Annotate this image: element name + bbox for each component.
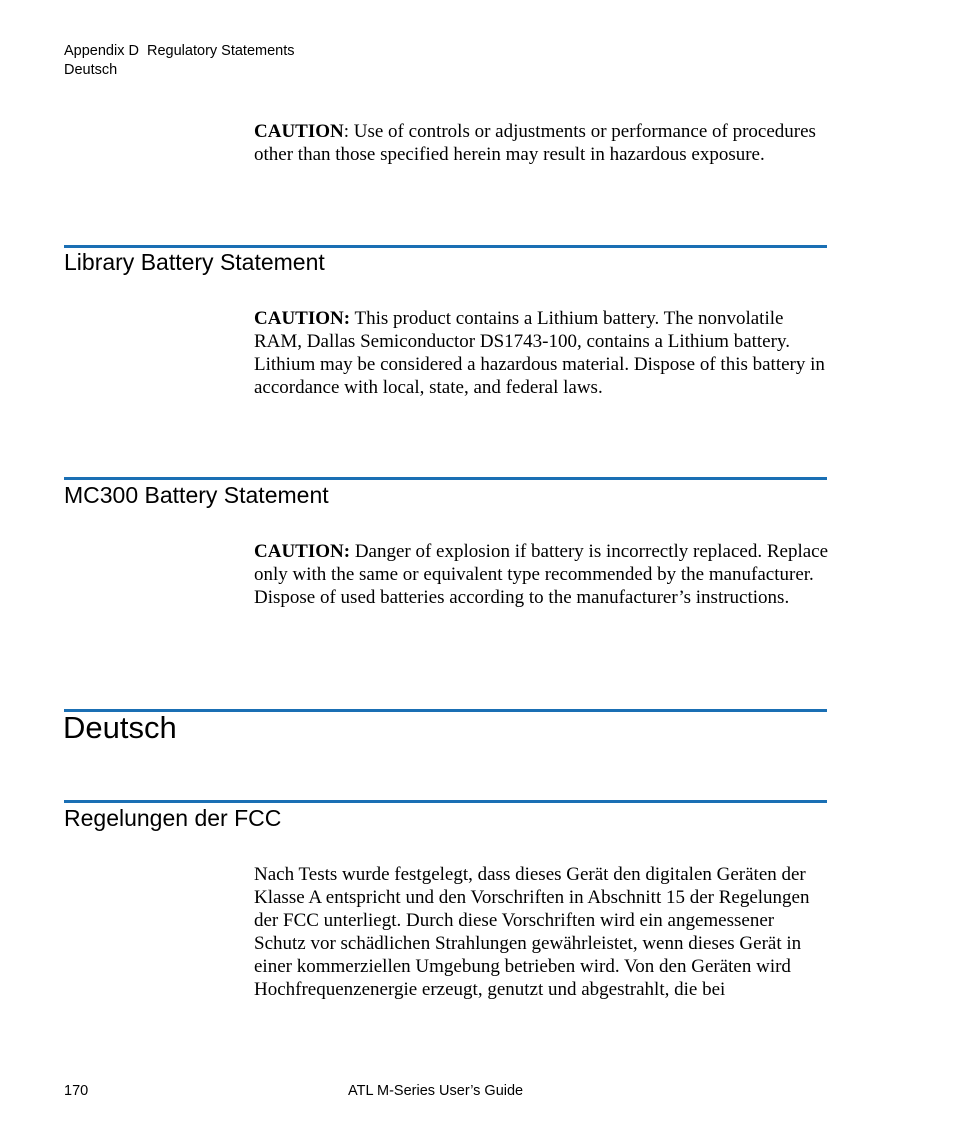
caution-hazardous-exposure — [254, 120, 829, 166]
running-header — [64, 42, 295, 80]
caution-label: CAUTION: — [254, 541, 351, 562]
guide-title: ATL M-Series User’s Guide — [348, 1083, 524, 1099]
section-title-fcc: Regelungen der FCC — [64, 805, 282, 831]
section-title-mc300-battery: MC300 Battery Statement — [64, 482, 329, 508]
section-rule — [64, 800, 827, 803]
section-title-library-battery: Library Battery Statement — [64, 249, 325, 275]
caution-library-battery — [254, 307, 829, 399]
caution-text: Danger of explosion if battery is incorrectly replaced. Replace only with the same or equivalent type recommended by the manufacturer. Dispose of used batteries according to the manufacturer’s instructions. — [254, 541, 829, 608]
caution-text: This product contains a Lithium battery. The nonvolatile RAM, Dallas Semiconductor DS1743-100, contains a Lithium battery. Lithium may be considered a hazardous material. Dispose of this battery in accordance with local, state, and federal laws. — [254, 308, 825, 398]
caution-label: CAUTION: — [254, 308, 351, 329]
chapter-rule — [64, 709, 827, 712]
page-number: 170 — [64, 1083, 89, 1099]
header-section: Deutsch — [64, 62, 118, 78]
fcc-paragraph: Nach Tests wurde festgelegt, dass dieses Gerät den digitalen Geräten der Klasse A entspricht und den Vorschriften in Abschnitt 15 der Regelungen der FCC unterliegt. Durch diese Vorschriften wird ein angemessener Schutz vor schädlichen Strahlungen gewährleistet, wenn dieses Gerät in einer kommerziellen Umgebung betrieben wird. Von den Geräten wird Hochfrequenzenergie erzeugt, genutzt und abgestrahlt, die bei — [254, 864, 810, 1000]
caution-label: CAUTION — [254, 121, 344, 142]
chapter-title: Deutsch — [63, 710, 177, 745]
caution-text: : Use of controls or adjustments or performance of procedures other than those specified herein may result in hazardous exposure. — [254, 121, 816, 165]
caution-mc300-battery — [254, 540, 829, 609]
header-chapter: Appendix D Regulatory Statements — [64, 43, 295, 59]
section-rule — [64, 477, 827, 480]
